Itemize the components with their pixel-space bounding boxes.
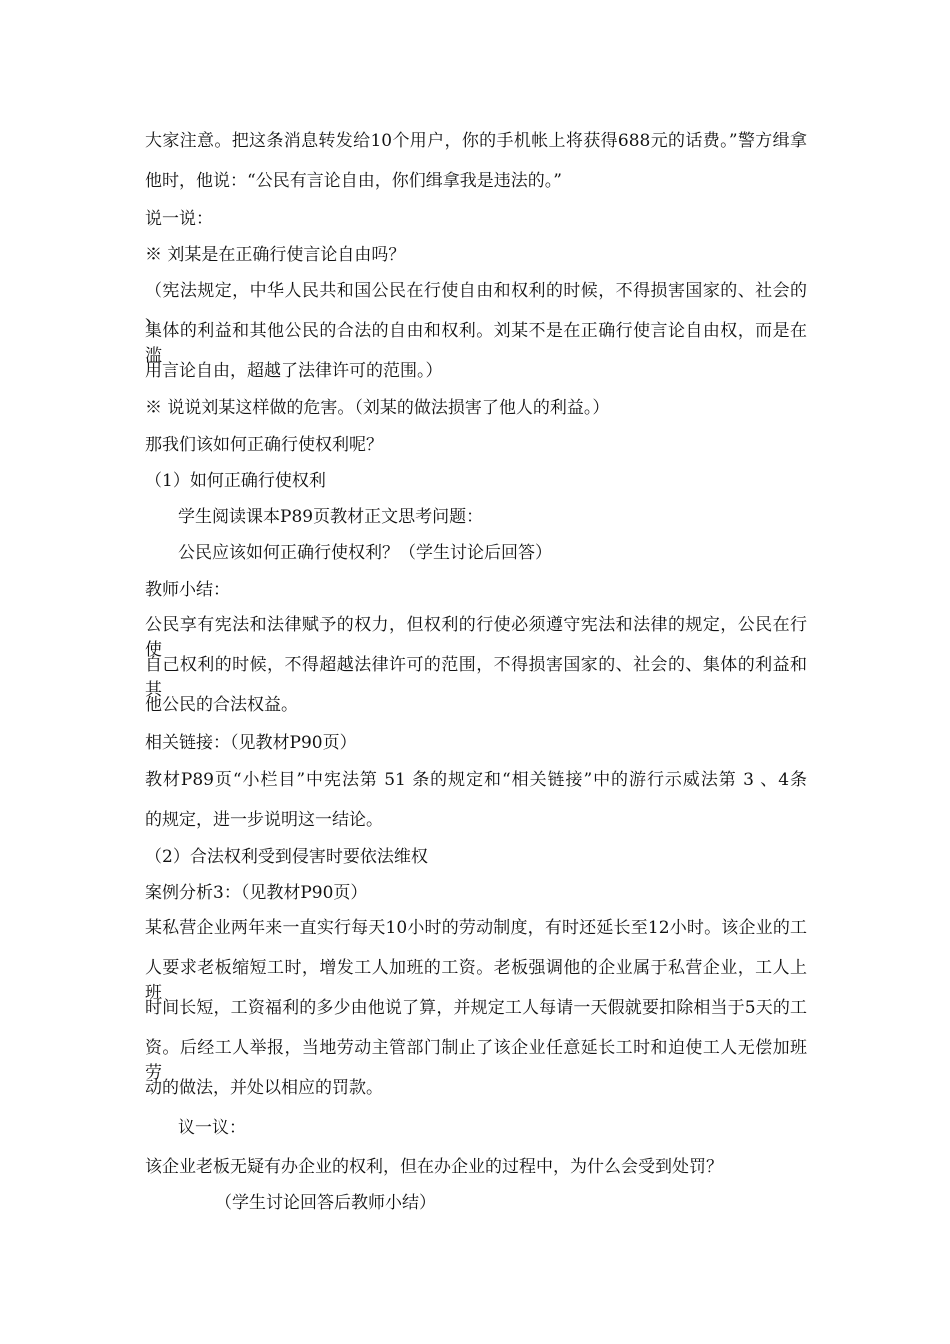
question-line: 那我们该如何正确行使权利呢？ — [145, 435, 383, 455]
body-line: 教材P89页“小栏目”中宪法第 51 条的规定和“相关链接”中的游行示威法第 3 、4条 — [145, 770, 807, 790]
case-text-line: 时间长短，工资福利的多少由他说了算，并规定工人每请一天假就要扣除相当于5天的工 — [145, 998, 807, 1018]
summary-line: 公民享有宪法和法律赋予的权力，但权利的行使必须遵守宪法和法律的规定，公民在行使 — [145, 615, 807, 660]
summary-line: 他公民的合法权益。 — [145, 695, 298, 715]
body-line: 的规定，进一步说明这一结论。 — [145, 810, 383, 830]
body-line: （学生讨论回答后教师小结） — [215, 1193, 436, 1213]
case-text-line: 人要求老板缩短工时，增发工人加班的工资。老板强调他的企业属于私营企业，工人上班 — [145, 958, 807, 1003]
case-text-line: 大家注意。把这条消息转发给10个用户，你的手机帐上将获得688元的话费。”警方缉拿 — [145, 131, 807, 151]
subsection-heading: （2）合法权利受到侵害时要依法维权 — [145, 847, 428, 867]
case-text-line: 动的做法，并处以相应的罚款。 — [145, 1078, 383, 1098]
answer-line: 用言论自由，超越了法律许可的范围。） — [145, 361, 443, 381]
answer-line: （宪法规定，中华人民共和国公民在行使自由和权利的时候，不得损害国家的、社会的 、 — [145, 281, 807, 326]
subsection-heading: （1）如何正确行使权利 — [145, 471, 326, 491]
section-label: 议一议： — [178, 1118, 246, 1138]
section-label: 相关链接：（见教材P90页） — [145, 733, 357, 753]
case-text-line: 他时，他说：“公民有言论自由，你们缉拿我是违法的。” — [145, 171, 562, 191]
body-line: 公民应该如何正确行使权利？（学生讨论后回答） — [178, 543, 552, 563]
body-line: 学生阅读课本P89页教材正文思考问题： — [178, 507, 484, 527]
answer-line: 集体的利益和其他公民的合法的自由和权利。刘某不是在正确行使言论自由权，而是在滥 — [145, 321, 807, 366]
question-line: ※ 刘某是在正确行使言论自由吗？ — [145, 245, 406, 265]
question-line: 该企业老板无疑有办企业的权利，但在办企业的过程中，为什么会受到处罚？ — [145, 1157, 723, 1177]
case-text-line: 某私营企业两年来一直实行每天10小时的劳动制度，有时还延长至12小时。该企业的工 — [145, 918, 807, 938]
summary-line: 自己权利的时候，不得超越法律许可的范围，不得损害国家的、社会的、集体的利益和其 — [145, 655, 807, 700]
section-label: 教师小结： — [145, 580, 230, 600]
case-text-line: 资。后经工人举报，当地劳动主管部门制止了该企业任意延长工时和迫使工人无偿加班劳 — [145, 1038, 807, 1083]
section-label: 说一说： — [145, 209, 213, 229]
section-label: 案例分析3：（见教材P90页） — [145, 883, 368, 903]
question-line: ※ 说说刘某这样做的危害。（刘某的做法损害了他人的利益。） — [145, 398, 610, 418]
